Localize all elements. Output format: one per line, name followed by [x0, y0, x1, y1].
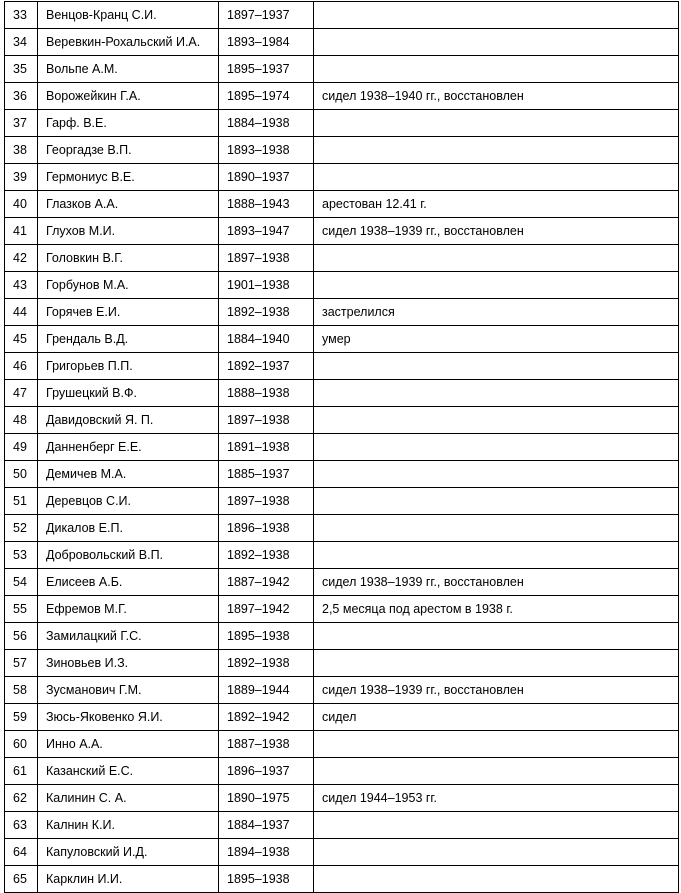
fate-note — [314, 515, 679, 542]
row-number: 44 — [5, 299, 38, 326]
row-number: 57 — [5, 650, 38, 677]
fate-note — [314, 812, 679, 839]
table-row — [5, 731, 679, 758]
life-years: 1897–1938 — [219, 407, 314, 434]
fate-note: застрелился — [314, 299, 679, 326]
table-row — [5, 83, 679, 110]
life-years: 1890–1937 — [219, 164, 314, 191]
life-years: 1895–1938 — [219, 866, 314, 893]
row-number: 55 — [5, 596, 38, 623]
row-number: 53 — [5, 542, 38, 569]
person-name: Горбунов М.А. — [38, 272, 219, 299]
life-years: 1891–1938 — [219, 434, 314, 461]
row-number: 56 — [5, 623, 38, 650]
fate-note — [314, 731, 679, 758]
life-years: 1889–1944 — [219, 677, 314, 704]
life-years: 1892–1938 — [219, 542, 314, 569]
roster-body — [5, 2, 679, 893]
row-number: 50 — [5, 461, 38, 488]
life-years: 1896–1937 — [219, 758, 314, 785]
row-number: 64 — [5, 839, 38, 866]
table-row — [5, 407, 679, 434]
life-years: 1895–1974 — [219, 83, 314, 110]
fate-note: сидел — [314, 704, 679, 731]
row-number: 34 — [5, 29, 38, 56]
person-name: Казанский Е.С. — [38, 758, 219, 785]
row-number: 61 — [5, 758, 38, 785]
fate-note — [314, 110, 679, 137]
person-name: Глухов М.И. — [38, 218, 219, 245]
table-row — [5, 569, 679, 596]
table-row — [5, 596, 679, 623]
person-name: Гермониус В.Е. — [38, 164, 219, 191]
table-row — [5, 461, 679, 488]
table-row — [5, 380, 679, 407]
table-row — [5, 515, 679, 542]
fate-note: сидел 1938–1939 гг., восстановлен — [314, 569, 679, 596]
table-row — [5, 623, 679, 650]
table-row — [5, 137, 679, 164]
person-name: Грушецкий В.Ф. — [38, 380, 219, 407]
life-years: 1897–1937 — [219, 2, 314, 29]
table-row — [5, 677, 679, 704]
person-name: Демичев М.А. — [38, 461, 219, 488]
person-name: Венцов-Кранц С.И. — [38, 2, 219, 29]
row-number: 49 — [5, 434, 38, 461]
fate-note — [314, 434, 679, 461]
person-name: Данненберг Е.Е. — [38, 434, 219, 461]
person-name: Капуловский И.Д. — [38, 839, 219, 866]
table-row — [5, 488, 679, 515]
person-name: Глазков А.А. — [38, 191, 219, 218]
fate-note — [314, 380, 679, 407]
life-years: 1894–1938 — [219, 839, 314, 866]
fate-note: сидел 1938–1939 гг., восстановлен — [314, 218, 679, 245]
table-row — [5, 650, 679, 677]
row-number: 60 — [5, 731, 38, 758]
fate-note — [314, 461, 679, 488]
person-name: Головкин В.Г. — [38, 245, 219, 272]
table-row — [5, 299, 679, 326]
table-row — [5, 542, 679, 569]
person-name: Карклин И.И. — [38, 866, 219, 893]
life-years: 1897–1942 — [219, 596, 314, 623]
life-years: 1892–1938 — [219, 650, 314, 677]
life-years: 1901–1938 — [219, 272, 314, 299]
fate-note — [314, 29, 679, 56]
person-name: Добровольский В.П. — [38, 542, 219, 569]
table-row — [5, 272, 679, 299]
table-row — [5, 2, 679, 29]
life-years: 1884–1937 — [219, 812, 314, 839]
life-years: 1893–1938 — [219, 137, 314, 164]
row-number: 37 — [5, 110, 38, 137]
row-number: 52 — [5, 515, 38, 542]
table-row — [5, 245, 679, 272]
row-number: 54 — [5, 569, 38, 596]
table-row — [5, 164, 679, 191]
table-row — [5, 191, 679, 218]
life-years: 1895–1938 — [219, 623, 314, 650]
life-years: 1893–1947 — [219, 218, 314, 245]
fate-note: арестован 12.41 г. — [314, 191, 679, 218]
row-number: 65 — [5, 866, 38, 893]
row-number: 42 — [5, 245, 38, 272]
fate-note: сидел 1938–1940 гг., восстановлен — [314, 83, 679, 110]
person-name: Ворожейкин Г.А. — [38, 83, 219, 110]
life-years: 1887–1942 — [219, 569, 314, 596]
person-name: Грендаль В.Д. — [38, 326, 219, 353]
life-years: 1887–1938 — [219, 731, 314, 758]
fate-note — [314, 650, 679, 677]
row-number: 62 — [5, 785, 38, 812]
row-number: 41 — [5, 218, 38, 245]
fate-note — [314, 839, 679, 866]
row-number: 51 — [5, 488, 38, 515]
fate-note — [314, 488, 679, 515]
table-row — [5, 812, 679, 839]
row-number: 43 — [5, 272, 38, 299]
row-number: 46 — [5, 353, 38, 380]
life-years: 1895–1937 — [219, 56, 314, 83]
fate-note: сидел 1938–1939 гг., восстановлен — [314, 677, 679, 704]
person-name: Деревцов С.И. — [38, 488, 219, 515]
life-years: 1893–1984 — [219, 29, 314, 56]
life-years: 1897–1938 — [219, 488, 314, 515]
person-name: Вольпе А.М. — [38, 56, 219, 83]
table-row — [5, 218, 679, 245]
fate-note — [314, 866, 679, 893]
fate-note — [314, 56, 679, 83]
life-years: 1897–1938 — [219, 245, 314, 272]
row-number: 48 — [5, 407, 38, 434]
row-number: 35 — [5, 56, 38, 83]
person-name: Зюсь-Яковенко Я.И. — [38, 704, 219, 731]
row-number: 33 — [5, 2, 38, 29]
life-years: 1888–1943 — [219, 191, 314, 218]
fate-note — [314, 623, 679, 650]
life-years: 1884–1940 — [219, 326, 314, 353]
row-number: 45 — [5, 326, 38, 353]
person-name: Ефремов М.Г. — [38, 596, 219, 623]
fate-note — [314, 137, 679, 164]
fate-note — [314, 2, 679, 29]
person-name: Калнин К.И. — [38, 812, 219, 839]
life-years: 1885–1937 — [219, 461, 314, 488]
row-number: 39 — [5, 164, 38, 191]
life-years: 1884–1938 — [219, 110, 314, 137]
table-row — [5, 866, 679, 893]
row-number: 47 — [5, 380, 38, 407]
person-name: Гарф. В.Е. — [38, 110, 219, 137]
row-number: 59 — [5, 704, 38, 731]
person-name: Елисеев А.Б. — [38, 569, 219, 596]
table-row — [5, 29, 679, 56]
person-name: Зусманович Г.М. — [38, 677, 219, 704]
life-years: 1890–1975 — [219, 785, 314, 812]
table-row — [5, 785, 679, 812]
table-row — [5, 839, 679, 866]
person-name: Горячев Е.И. — [38, 299, 219, 326]
fate-note — [314, 542, 679, 569]
fate-note: сидел 1944–1953 гг. — [314, 785, 679, 812]
fate-note — [314, 353, 679, 380]
table-row — [5, 110, 679, 137]
table-row — [5, 326, 679, 353]
table-row — [5, 704, 679, 731]
person-name: Замилацкий Г.С. — [38, 623, 219, 650]
person-name: Григорьев П.П. — [38, 353, 219, 380]
person-name: Давидовский Я. П. — [38, 407, 219, 434]
fate-note — [314, 164, 679, 191]
person-name: Калинин С. А. — [38, 785, 219, 812]
row-number: 38 — [5, 137, 38, 164]
life-years: 1892–1938 — [219, 299, 314, 326]
person-name: Зиновьев И.З. — [38, 650, 219, 677]
table-row — [5, 758, 679, 785]
row-number: 40 — [5, 191, 38, 218]
person-name: Дикалов Е.П. — [38, 515, 219, 542]
person-name: Георгадзе В.П. — [38, 137, 219, 164]
fate-note: 2,5 месяца под арестом в 1938 г. — [314, 596, 679, 623]
person-name: Веревкин-Рохальский И.А. — [38, 29, 219, 56]
person-name: Инно А.А. — [38, 731, 219, 758]
roster-table — [4, 1, 679, 893]
row-number: 63 — [5, 812, 38, 839]
fate-note — [314, 272, 679, 299]
row-number: 36 — [5, 83, 38, 110]
fate-note — [314, 758, 679, 785]
row-number: 58 — [5, 677, 38, 704]
table-row — [5, 434, 679, 461]
table-row — [5, 56, 679, 83]
life-years: 1896–1938 — [219, 515, 314, 542]
fate-note — [314, 407, 679, 434]
life-years: 1892–1942 — [219, 704, 314, 731]
fate-note: умер — [314, 326, 679, 353]
life-years: 1892–1937 — [219, 353, 314, 380]
fate-note — [314, 245, 679, 272]
life-years: 1888–1938 — [219, 380, 314, 407]
table-row — [5, 353, 679, 380]
